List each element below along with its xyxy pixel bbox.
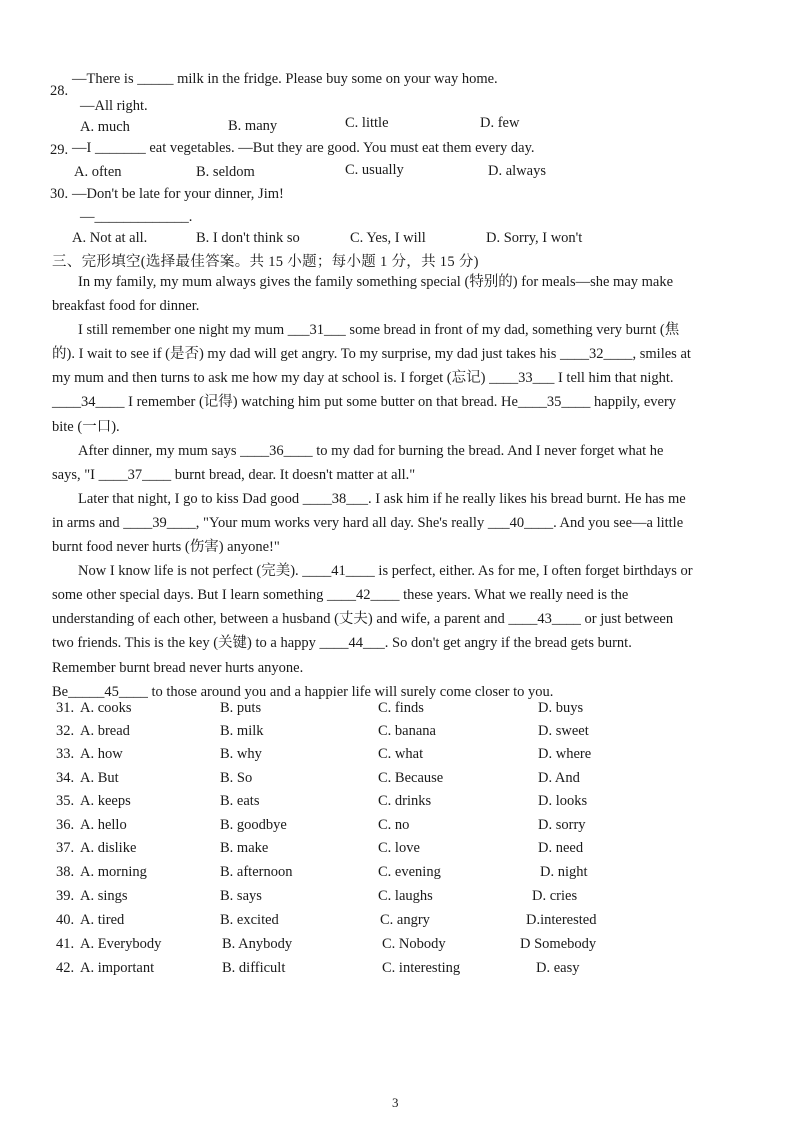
passage-paragraph: After dinner, my mum says ____36____ to my dad for burning the bread. And I never forget what he says, "I ____37____ burnt bread, dear. It doesn't matter at all." — [52, 442, 664, 483]
option-b: B. seldom — [196, 164, 255, 180]
choice-number: 34. — [56, 770, 75, 786]
option-b: B. puts — [220, 700, 262, 716]
option-c: C. finds — [378, 700, 424, 716]
choice-number: 41. — [56, 936, 75, 952]
option-d: D. where — [538, 746, 592, 762]
option-c: C. love — [378, 840, 420, 856]
option-b: B. why — [220, 746, 262, 762]
choice-number: 38. — [56, 864, 75, 880]
option-c: C. what — [378, 746, 424, 762]
choice-number: 39. — [56, 888, 75, 904]
option-a: A. morning — [80, 864, 147, 880]
page-number: 3 — [392, 1095, 399, 1110]
option-a: A. tired — [80, 912, 125, 928]
option-b: B. excited — [220, 912, 279, 928]
option-a: A. dislike — [80, 840, 137, 856]
option-d: D. sorry — [538, 817, 586, 833]
option-a: A. cooks — [80, 700, 132, 716]
option-c: C. evening — [378, 864, 441, 880]
question-number: 30. — [50, 186, 69, 202]
option-c: C. Because — [378, 770, 444, 786]
choice-number: 42. — [56, 960, 75, 976]
option-c: C. interesting — [382, 960, 461, 976]
option-b: B. make — [220, 840, 269, 856]
choice-row — [56, 723, 696, 746]
choice-number: 31. — [56, 700, 75, 716]
choice-row — [56, 817, 696, 840]
option-b: B. I don't think so — [196, 230, 300, 246]
question-text: —Don't be late for your dinner, Jim! — [72, 186, 284, 202]
option-c: C. no — [378, 817, 410, 833]
option-d: D. need — [538, 840, 584, 856]
option-d: D. always — [488, 163, 546, 179]
passage-paragraph: Now I know life is not perfect (完美). ____41____ is perfect, either. As for me, I often forget birthdays or some other special days. But I learn something ____42____ these years. What we really need is the understanding of each other, between a husband (丈夫) and wife, a parent and ____43____ or just between two friends. This is the key (关键) to a happy ____44___. So don't get angry if the bread gets burnt. Remember burnt bread never hurts anyone. — [52, 563, 693, 676]
choice-row — [56, 793, 696, 816]
question-number: 28. — [50, 83, 69, 99]
option-b: B. milk — [220, 723, 264, 739]
option-d: D. cries — [532, 888, 578, 904]
option-c: C. little — [345, 115, 389, 131]
option-c: C. laughs — [378, 888, 433, 904]
option-d: D. And — [538, 770, 580, 786]
option-d: D. easy — [536, 960, 580, 976]
option-d: D. night — [540, 864, 588, 880]
choice-row — [56, 840, 696, 863]
passage-paragraph: In my family, my mum always gives the family something special (特别的) for meals—she may make breakfast food for dinner. — [52, 274, 674, 315]
option-d: D. looks — [538, 793, 588, 809]
choice-number: 40. — [56, 912, 75, 928]
option-d: D. Sorry, I won't — [486, 230, 583, 246]
option-a: A. Everybody — [80, 936, 162, 952]
question-number: 29. — [50, 142, 69, 158]
option-a: A. bread — [80, 723, 130, 739]
section-heading: 三、完形填空(选择最佳答案。共 15 小题；每小题 1 分，共 15 分) — [52, 254, 479, 270]
option-a: A. keeps — [80, 793, 131, 809]
option-b: B. Anybody — [222, 936, 293, 952]
cloze-passage — [52, 270, 694, 704]
choice-row — [56, 960, 696, 983]
question-text: —There is _____ milk in the fridge. Please buy some on your way home. — [72, 71, 498, 87]
option-a: A. often — [74, 164, 122, 180]
question-text: —I _______ eat vegetables. —But they are good. You must eat them every day. — [72, 140, 535, 156]
choice-number: 35. — [56, 793, 75, 809]
question-reply: —_____________. — [80, 209, 193, 225]
option-a: A. hello — [80, 817, 127, 833]
option-b: B. says — [220, 888, 262, 904]
option-c: C. Yes, I will — [350, 230, 426, 246]
option-b: B. So — [220, 770, 253, 786]
option-c: C. Nobody — [382, 936, 446, 952]
choice-number: 36. — [56, 817, 75, 833]
question-reply: —All right. — [80, 98, 148, 114]
option-c: C. banana — [378, 723, 436, 739]
option-c: C. angry — [380, 912, 430, 928]
option-a: A. sings — [80, 888, 128, 904]
option-b: B. difficult — [222, 960, 286, 976]
option-d: D Somebody — [520, 936, 597, 952]
option-a: A. important — [80, 960, 155, 976]
choice-number: 32. — [56, 723, 75, 739]
choice-row — [56, 700, 696, 723]
option-c: C. usually — [345, 162, 404, 178]
choice-row — [56, 912, 696, 935]
option-c: C. drinks — [378, 793, 432, 809]
option-b: B. many — [228, 118, 278, 134]
option-d: D. few — [480, 115, 520, 131]
option-b: B. eats — [220, 793, 260, 809]
option-d: D. sweet — [538, 723, 589, 739]
option-a: A. Not at all. — [72, 230, 148, 246]
choice-row — [56, 746, 696, 769]
choice-row — [56, 770, 696, 793]
choice-number: 37. — [56, 840, 75, 856]
passage-paragraph: I still remember one night my mum ___31___ some bread in front of my dad, something very burnt (焦的). I wait to see if (是否) my dad will get angry. To my surprise, my dad just takes his ____32____, smiles at my mum and then turns to ask me how my day at school is. I forget (忘记) ____33___ I tell him that night. ____34____ I remember (记得) watching him put some butter on that bread. He____35____ happily, every bite (一口). — [52, 322, 691, 435]
option-d: D. buys — [538, 700, 584, 716]
choice-row — [56, 936, 696, 959]
choice-row — [56, 864, 696, 887]
passage-paragraph: Be_____45____ to those around you and a happier life will surely come closer to you. — [52, 683, 554, 700]
option-b: B. goodbye — [220, 817, 287, 833]
choice-row — [56, 888, 696, 911]
option-d: D.interested — [526, 912, 597, 928]
choice-number: 33. — [56, 746, 75, 762]
option-a: A. But — [80, 770, 119, 786]
passage-paragraph: Later that night, I go to kiss Dad good ____38___. I ask him if he really likes his bread burnt. He has me in arms and ____39____, "Your mum works very hard all day. She's really ___40____. And you see—a little burnt food never hurts (伤害) anyone!" — [52, 490, 686, 556]
option-b: B. afternoon — [220, 864, 293, 880]
option-a: A. much — [80, 119, 130, 135]
option-a: A. how — [80, 746, 123, 762]
